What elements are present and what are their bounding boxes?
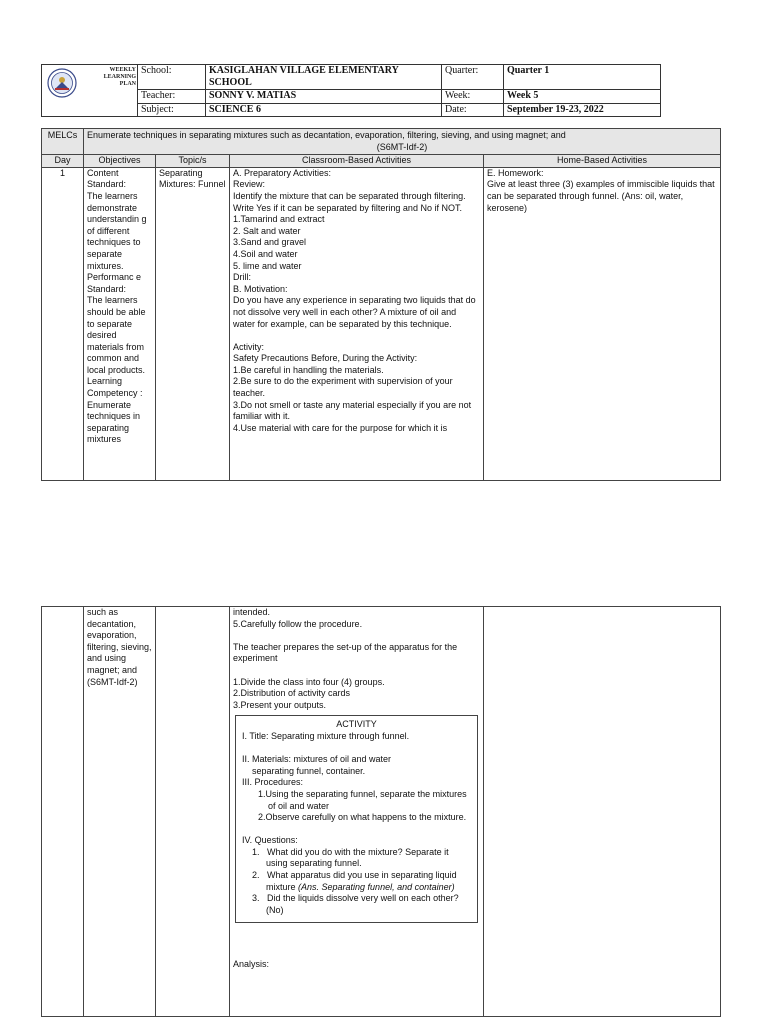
review-item: 3.Sand and gravel bbox=[233, 237, 307, 248]
motivation-text: Do you have any experience in separating two liquids that do not dissolve very well in each other? A mixture of oil and water for example, can be separated by this technique. bbox=[233, 295, 476, 329]
drill-heading: Drill: bbox=[233, 272, 251, 283]
learning-plan-table-page2 bbox=[41, 606, 721, 1017]
column-classroom: Classroom-Based Activities bbox=[230, 155, 484, 168]
question-text: What apparatus did you use in separating liquid mixture bbox=[266, 870, 457, 892]
school-label: School: bbox=[138, 65, 206, 90]
week-value: Week 5 bbox=[504, 90, 661, 103]
intended-text: intended. bbox=[233, 607, 271, 617]
home-activities-cell-continued bbox=[484, 607, 721, 1017]
melcs-cell bbox=[84, 129, 721, 155]
quarter-label: Quarter: bbox=[442, 65, 504, 90]
review-text: Identify the mixture that can be separated through filtering. Write Yes if it can be separated by filtering and No if NOT. bbox=[233, 190, 466, 213]
subject-label: Subject: bbox=[138, 103, 206, 116]
motivation-heading: B. Motivation: bbox=[233, 283, 288, 294]
melcs-code: (S6MT-Idf-2) bbox=[376, 141, 428, 152]
objectives-text: Content Standard: The learners demonstrate understandin g of different techniques to separate mixtures. Performanc e Standard: The learners should be able to separate desired materials from common and local products. Learning Competency : Enumerate techniques in separating mixtures bbox=[84, 167, 156, 480]
preparatory-heading: A. Preparatory Activities: bbox=[233, 167, 332, 178]
activity-materials-continued: separating funnel, container. bbox=[252, 765, 366, 776]
quarter-value: Quarter 1 bbox=[504, 65, 661, 90]
question-number: 3. bbox=[252, 893, 260, 904]
safety-item: teacher. bbox=[233, 388, 266, 399]
question-answer: (Ans. Separating funnel, and container) bbox=[298, 881, 455, 892]
column-topics: Topic/s bbox=[156, 155, 230, 168]
question-item bbox=[242, 847, 471, 870]
review-item: 5. lime and water bbox=[233, 260, 302, 271]
learning-plan-table-page1 bbox=[41, 128, 721, 481]
date-label: Date: bbox=[442, 103, 504, 116]
teacher-label: Teacher: bbox=[138, 90, 206, 103]
activity-heading: Activity: bbox=[233, 341, 265, 352]
safety-item: 4.Use material with care for the purpose for which it is bbox=[233, 422, 448, 433]
question-text: Did the liquids dissolve very well on each other? (No) bbox=[266, 893, 459, 915]
review-item: 1.Tamarind and extract bbox=[233, 214, 325, 225]
activity-materials: II. Materials: mixtures of oil and water bbox=[242, 754, 392, 765]
melcs-text: Enumerate techniques in separating mixtures such as decantation, evaporation, filtering, sieving, and using magnet; and bbox=[87, 130, 566, 140]
day-cell-continued bbox=[42, 607, 84, 1017]
activity-title: I. Title: Separating mixture through funnel. bbox=[242, 730, 410, 741]
procedure-item: 2.Observe carefully on what happens to the mixture. bbox=[258, 812, 467, 823]
week-label: Week: bbox=[442, 90, 504, 103]
column-day: Day bbox=[42, 155, 84, 168]
topic-text: Separating Mixtures: Funnel bbox=[156, 167, 230, 480]
header-table bbox=[41, 64, 661, 117]
analysis-heading: Analysis: bbox=[233, 959, 270, 970]
safety-item: 3.Do not smell or taste any material especially if you are not familiar with it. bbox=[233, 399, 472, 422]
objectives-text-continued: such as decantation, evaporation, filtering, sieving, and using magnet; and (S6MT-Idf-2) bbox=[84, 607, 156, 1017]
teacher-value: SONNY V. MATIAS bbox=[206, 90, 442, 103]
activity-card bbox=[235, 715, 478, 923]
safety-item: 2.Be sure to do the experiment with supervision of your bbox=[233, 376, 453, 387]
classroom-activities-cell bbox=[230, 167, 484, 480]
procedure-item: 1.Using the separating funnel, separate the mixtures of oil and water bbox=[258, 788, 467, 811]
homework-heading: E. Homework: bbox=[487, 167, 544, 178]
question-text: What did you do with the mixture? Separate it using separating funnel. bbox=[266, 846, 449, 869]
step-item: 3.Present your outputs. bbox=[233, 699, 327, 710]
step-item: 1.Divide the class into four (4) groups. bbox=[233, 676, 385, 687]
activity-procedures-heading: III. Procedures: bbox=[242, 777, 304, 788]
safety-item: 5.Carefully follow the procedure. bbox=[233, 618, 363, 629]
date-value: September 19-23, 2022 bbox=[504, 103, 661, 116]
question-item bbox=[242, 870, 471, 893]
weekly-learning-plan-label: WEEKLY LEARNING PLAN bbox=[103, 67, 136, 87]
column-objectives: Objectives bbox=[84, 155, 156, 168]
subject-value: SCIENCE 6 bbox=[206, 103, 442, 116]
review-item: 2. Salt and water bbox=[233, 225, 301, 236]
day-number: 1 bbox=[42, 167, 84, 480]
topic-cell-continued bbox=[156, 607, 230, 1017]
homework-text: Give at least three (3) examples of immiscible liquids that can be separated through funnel. (Ans: oil, water, kerosene) bbox=[487, 179, 715, 213]
activity-questions-heading: IV. Questions: bbox=[242, 835, 298, 846]
melcs-label: MELCs bbox=[42, 129, 84, 155]
question-number: 2. bbox=[252, 870, 260, 881]
column-home: Home-Based Activities bbox=[484, 155, 721, 168]
activity-card-heading: ACTIVITY bbox=[336, 719, 377, 730]
classroom-activities-cell-continued bbox=[230, 607, 484, 1017]
safety-item: 1.Be careful in handling the materials. bbox=[233, 364, 384, 375]
safety-heading: Safety Precautions Before, During the Activity: bbox=[233, 353, 418, 364]
review-item: 4.Soil and water bbox=[233, 248, 298, 259]
question-item bbox=[242, 893, 471, 916]
seal-cell bbox=[42, 65, 138, 117]
deped-seal-icon bbox=[47, 68, 77, 98]
school-value: KASIGLAHAN VILLAGE ELEMENTARY SCHOOL bbox=[206, 65, 442, 90]
step-item: 2.Distribution of activity cards bbox=[233, 688, 351, 699]
home-activities-cell bbox=[484, 167, 721, 480]
review-heading: Review: bbox=[233, 179, 266, 190]
question-number: 1. bbox=[252, 846, 260, 857]
teacher-prep-text: The teacher prepares the set-up of the apparatus for the experiment bbox=[233, 641, 458, 664]
